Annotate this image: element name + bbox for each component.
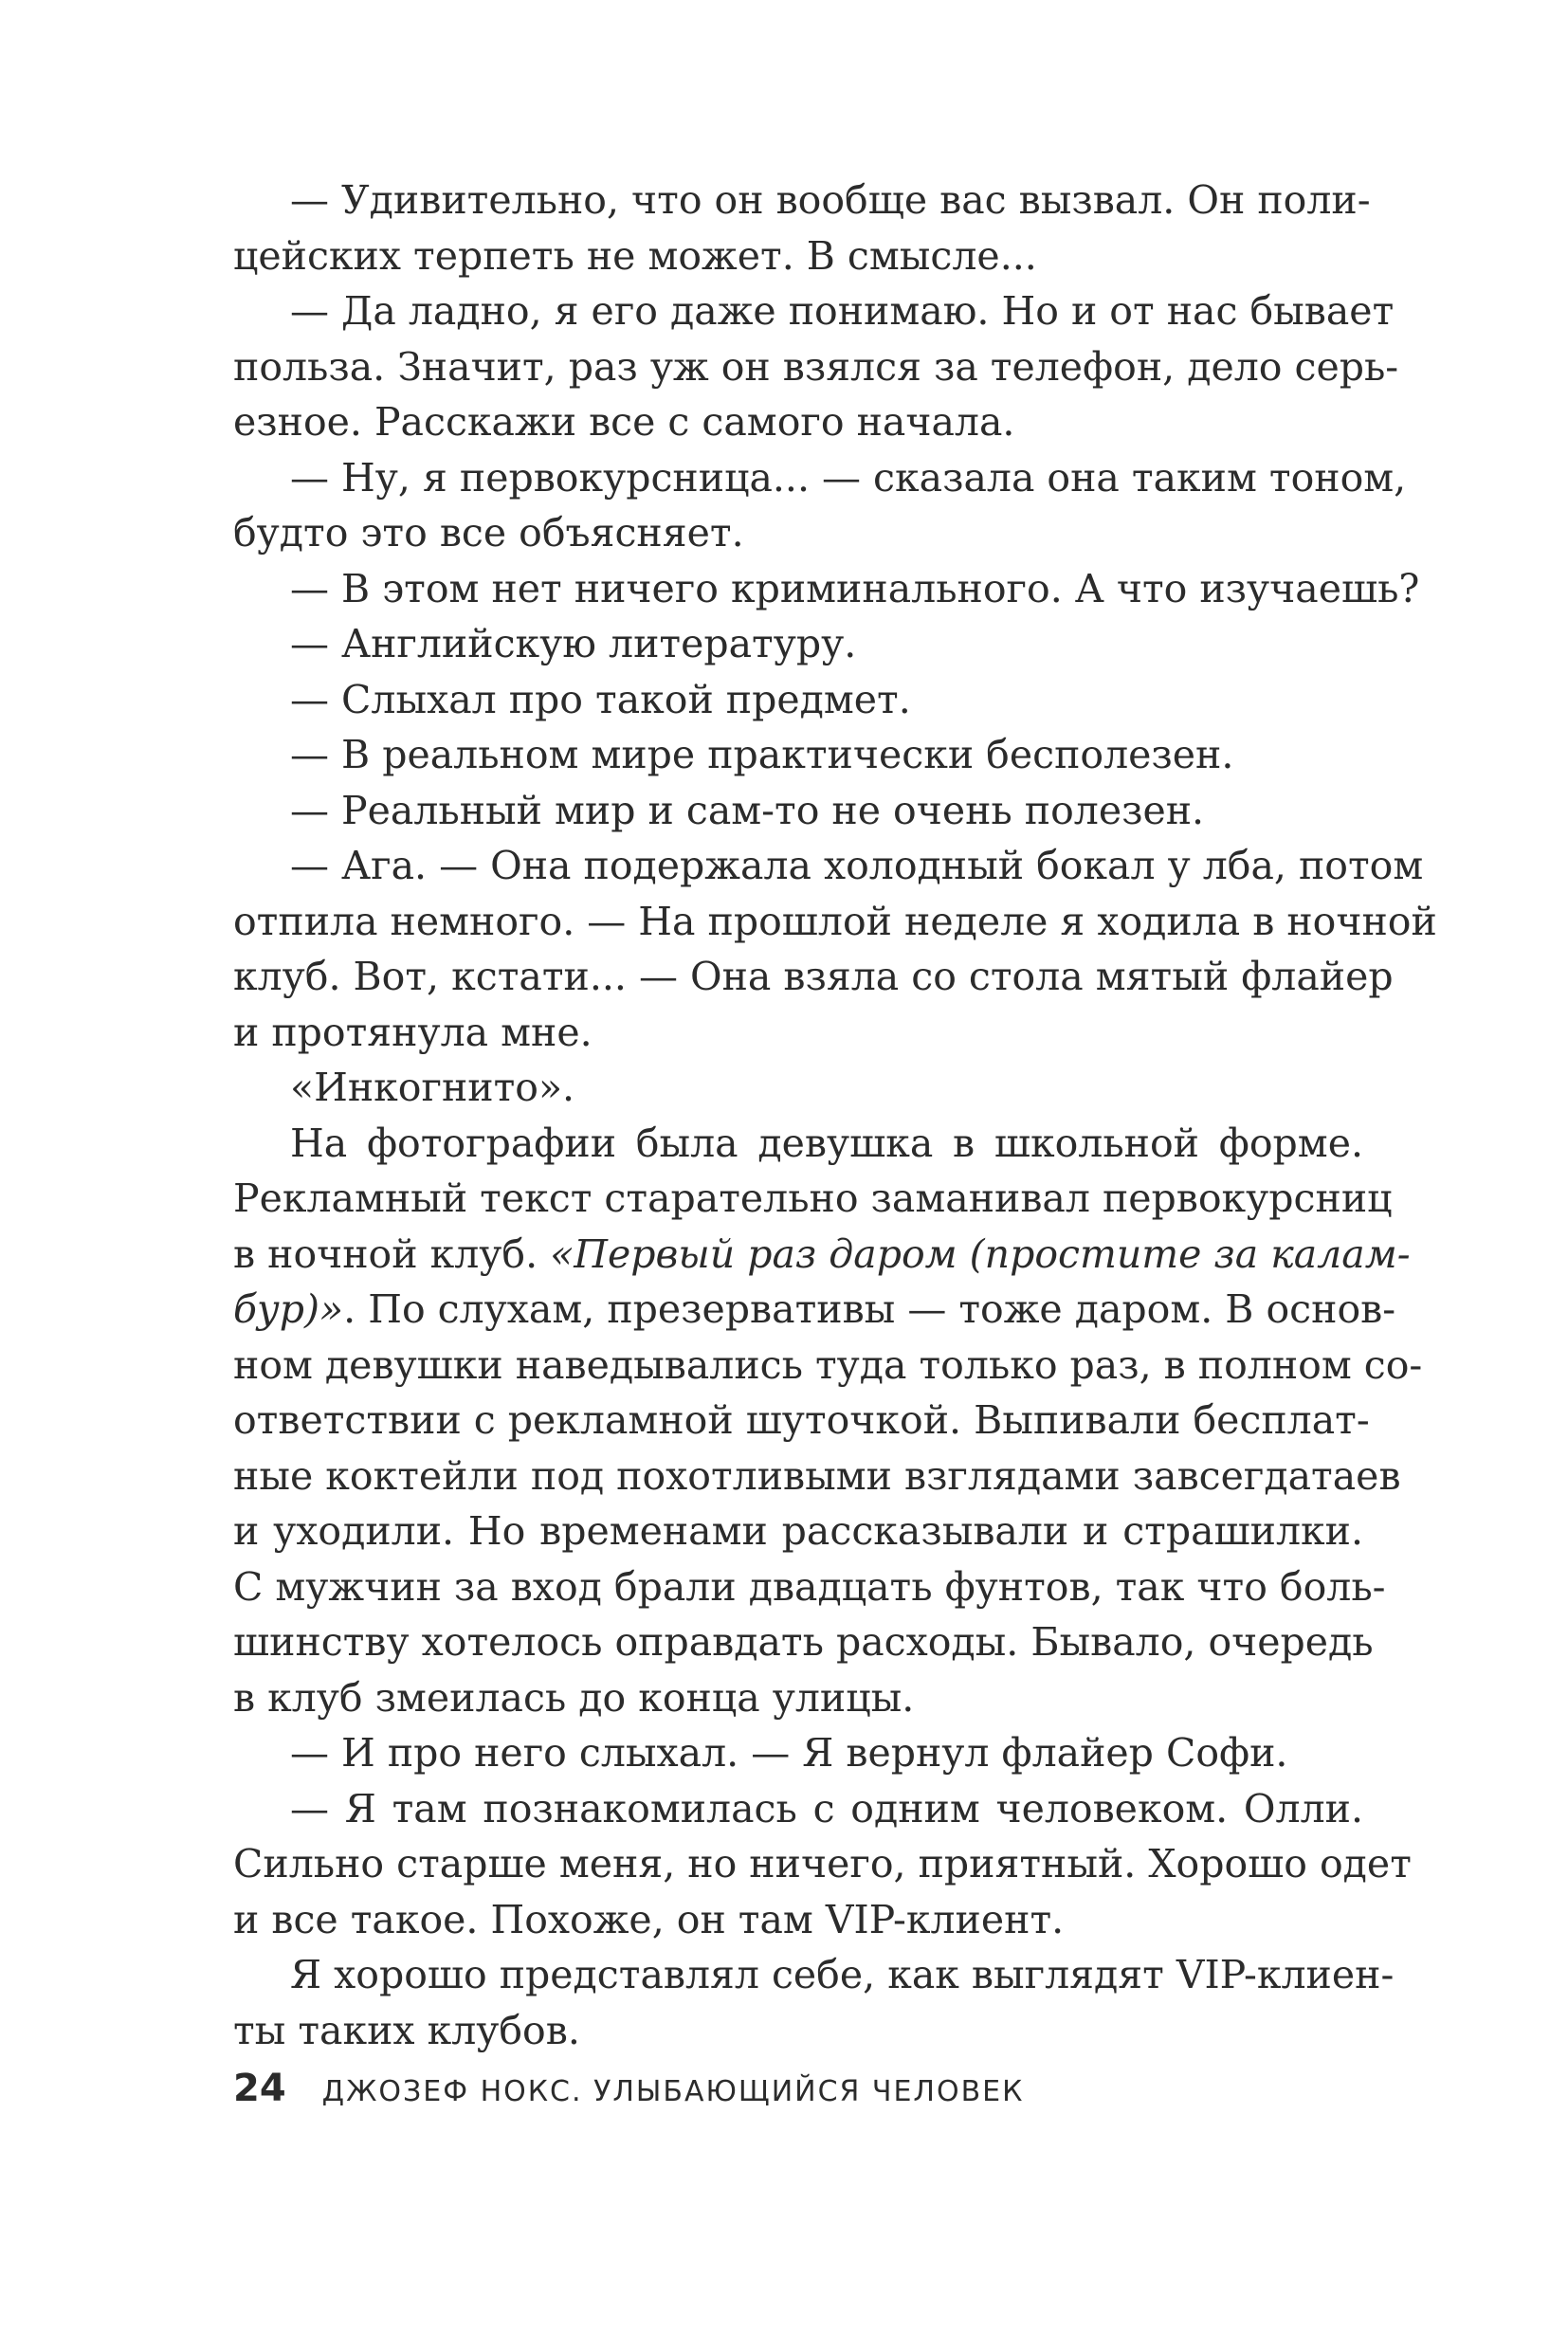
text-line: цейских терпеть не может. В смысле... [233, 232, 1037, 279]
page-footer [233, 2067, 1024, 2114]
text-line: С мужчин за вход брали двадцать фунтов, так что боль- [233, 1563, 1386, 1610]
text-line: «Инкогнито». [290, 1065, 575, 1110]
text-line: ном девушки наведывались туда только раз, в полном со- [233, 1341, 1423, 1388]
text-line: клуб. Вот, кстати... — Она взяла со стола мятый флайер [233, 954, 1394, 999]
text-line: польза. Значит, раз уж он взялся за телефон, дело серь- [233, 343, 1399, 390]
text-line: — Да ладно, я его даже понимаю. Но и от нас бывает [290, 288, 1395, 334]
text-line: Рекламный текст старательно заманивал первокурсниц [233, 1176, 1393, 1221]
text-line: — Я там познакомилась с одним человеком. Олли. [290, 1785, 1363, 1832]
text-line: — И про него слыхал. — Я вернул флайер Софи. [290, 1730, 1288, 1776]
text-line: Сильно старше меня, но ничего, приятный. Хорошо одет [233, 1841, 1412, 1886]
text-line: — В этом нет ничего криминального. А что изучаешь? [290, 565, 1420, 611]
text-line: Я хорошо представлял себе, как выглядят VIP-клиен- [290, 1952, 1395, 1997]
text-line: будто это все объясняет. [233, 510, 744, 556]
text-run: . По слухам, презервативы — тоже даром. В основ- [343, 1286, 1396, 1332]
text-line: — Удивительно, что он вообще вас вызвал. Он поли- [290, 177, 1371, 223]
running-head: ДЖОЗЕФ НОКС. УЛЫБАЮЩИЙСЯ ЧЕЛОВЕК [321, 2075, 1025, 2108]
italic-quote: «Первый раз даром (простите за калам- [550, 1230, 1411, 1277]
text-line: ответствии с рекламной шуточкой. Выпивали бесплат- [233, 1397, 1370, 1443]
text-line: — Английскую литературу. [290, 621, 857, 666]
text-line [233, 1282, 1396, 1338]
text-run: в ночной клуб. [233, 1230, 551, 1277]
text-line: — Реальный мир и сам-то не очень полезен. [290, 787, 1205, 833]
text-line: — Ну, я первокурсница... — сказала она таким тоном, [290, 454, 1407, 501]
text-line: и все такое. Похоже, он там VIP-клиент. [233, 1896, 1065, 1942]
text-line: в клуб змеилась до конца улицы. [233, 1674, 915, 1721]
text-line: шинству хотелось оправдать расходы. Бывало, очередь [233, 1619, 1374, 1665]
text-line: ные коктейли под похотливыми взглядами завсегдатаев [233, 1452, 1401, 1499]
text-line: и уходили. Но временами рассказывали и страшилки. [233, 1508, 1363, 1554]
body-text [233, 173, 1437, 2058]
italic-quote: бур)» [233, 1286, 344, 1332]
text-line: — В реальном мире практически бесполезен. [290, 732, 1234, 777]
text-line: На фотографии была девушка в школьной форме. [290, 1120, 1363, 1166]
page-number: 24 [233, 2067, 286, 2110]
text-line: и протянула мне. [233, 1009, 593, 1055]
text-line: — Слыхал про такой предмет. [290, 676, 911, 722]
text-line: езное. Расскажи все с самого начала. [233, 399, 1015, 445]
text-line: — Ага. — Она подержала холодный бокал у лба, потом [290, 843, 1424, 888]
text-line: ты таких клубов. [233, 2007, 580, 2053]
text-line [233, 1227, 1411, 1283]
text-line: отпила немного. — На прошлой неделе я ходила в ночной [233, 898, 1437, 944]
